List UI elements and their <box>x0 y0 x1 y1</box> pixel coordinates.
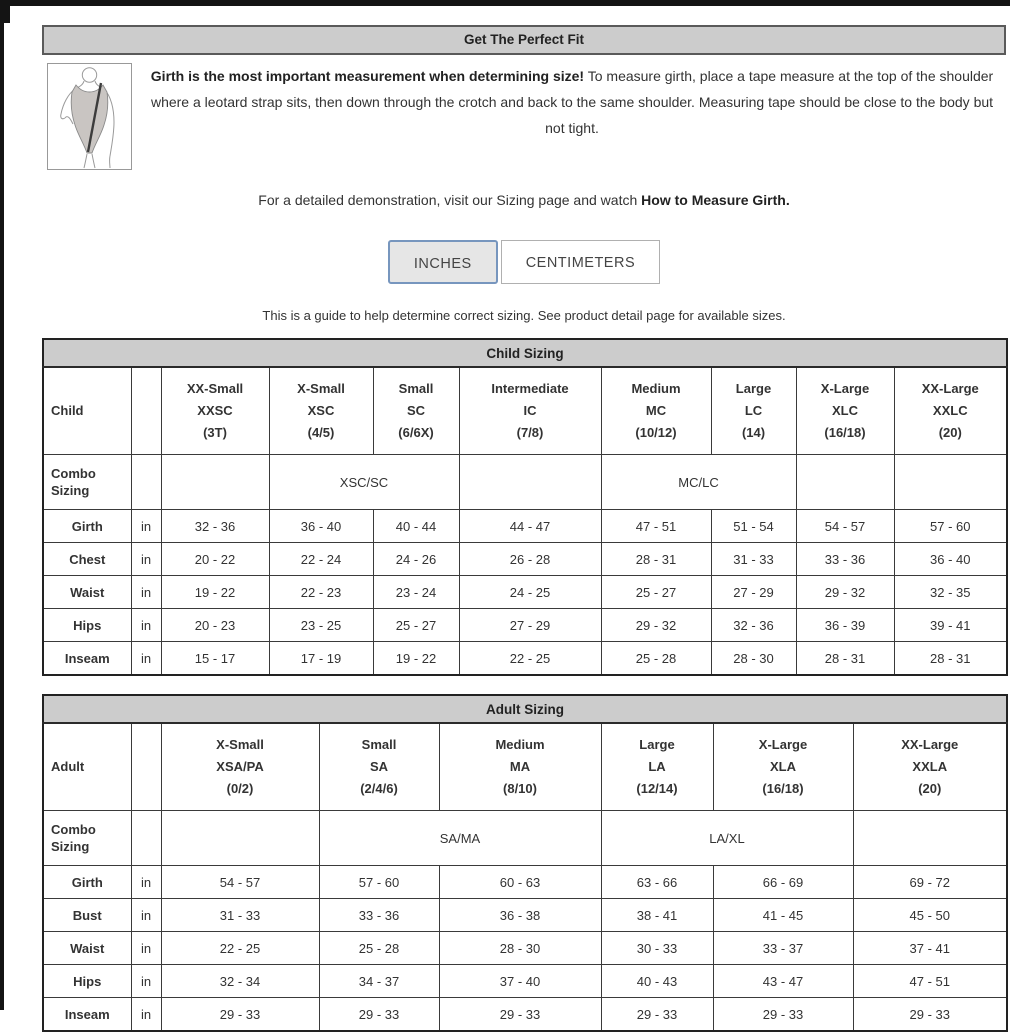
measurement-value-cell: 33 - 36 <box>319 899 439 932</box>
fit-guide-page <box>42 25 1006 1032</box>
measurement-value-cell: 45 - 50 <box>853 899 1007 932</box>
measurement-value-cell: 22 - 24 <box>269 543 373 576</box>
size-column-header: X-Large XLC (16/18) <box>796 367 894 455</box>
measurement-value-cell: 27 - 29 <box>711 576 796 609</box>
measurement-value-cell: 32 - 36 <box>711 609 796 642</box>
demo-line-bold: How to Measure Girth. <box>641 192 790 208</box>
unit-cell: in <box>131 609 161 642</box>
measurement-value-cell: 39 - 41 <box>894 609 1007 642</box>
measurement-value-cell: 32 - 34 <box>161 965 319 998</box>
unit-toggle <box>42 240 1006 284</box>
unit-cell <box>131 455 161 510</box>
measurement-value-cell: 36 - 39 <box>796 609 894 642</box>
unit-header-cell <box>131 367 161 455</box>
combo-sizing-cell: SA/MA <box>319 811 601 866</box>
size-column-header: XX-Small XXSC (3T) <box>161 367 269 455</box>
measurement-value-cell: 27 - 29 <box>459 609 601 642</box>
size-column-header: Small SC (6/6X) <box>373 367 459 455</box>
combo-sizing-cell <box>853 811 1007 866</box>
measurement-value-cell: 66 - 69 <box>713 866 853 899</box>
measurement-value-cell: 26 - 28 <box>459 543 601 576</box>
measurement-value-cell: 28 - 31 <box>894 642 1007 676</box>
measurement-label: Inseam <box>43 998 131 1032</box>
combo-sizing-cell <box>459 455 601 510</box>
measurement-value-cell: 37 - 41 <box>853 932 1007 965</box>
measurement-label: Hips <box>43 609 131 642</box>
leotard-measurement-illustration <box>47 63 132 170</box>
measurement-label: Waist <box>43 932 131 965</box>
girth-intro-section <box>42 63 1006 170</box>
child-row-label: Child <box>43 367 131 455</box>
unit-cell: in <box>131 866 161 899</box>
combo-sizing-cell: XSC/SC <box>269 455 459 510</box>
demo-line-text: For a detailed demonstration, visit our Sizing page and watch <box>258 192 642 208</box>
measurement-value-cell: 44 - 47 <box>459 510 601 543</box>
measurement-value-cell: 41 - 45 <box>713 899 853 932</box>
unit-cell: in <box>131 965 161 998</box>
page-title: Get The Perfect Fit <box>42 25 1006 55</box>
measurement-value-cell: 54 - 57 <box>796 510 894 543</box>
measurement-value-cell: 25 - 27 <box>373 609 459 642</box>
unit-cell: in <box>131 642 161 676</box>
measurement-value-cell: 29 - 33 <box>439 998 601 1032</box>
measurement-label: Girth <box>43 510 131 543</box>
girth-instructions-body: To measure girth, place a tape measure at the top of the shoulder where a leotard strap sits, then down through the crotch and back to the same shoulder. Measuring tape should be close to the body but not tight. <box>150 68 994 136</box>
combo-sizing-cell <box>161 455 269 510</box>
demo-link-line <box>42 192 1006 208</box>
sizing-guide-note: This is a guide to help determine correct sizing. See product detail page for available sizes. <box>262 308 786 323</box>
adult-table-title: Adult Sizing <box>43 695 1007 723</box>
measurement-value-cell: 32 - 36 <box>161 510 269 543</box>
measurement-value-cell: 28 - 30 <box>711 642 796 676</box>
measurement-value-cell: 40 - 43 <box>601 965 713 998</box>
measurement-value-cell: 29 - 33 <box>319 998 439 1032</box>
measurement-value-cell: 22 - 23 <box>269 576 373 609</box>
size-column-header: Medium MA (8/10) <box>439 723 601 811</box>
measurement-value-cell: 31 - 33 <box>161 899 319 932</box>
inches-button[interactable]: INCHES <box>388 240 498 284</box>
measurement-value-cell: 29 - 32 <box>796 576 894 609</box>
measurement-value-cell: 23 - 24 <box>373 576 459 609</box>
measurement-label: Girth <box>43 866 131 899</box>
size-column-header: X-Small XSC (4/5) <box>269 367 373 455</box>
size-column-header: Intermediate IC (7/8) <box>459 367 601 455</box>
combo-sizing-cell: LA/XL <box>601 811 853 866</box>
unit-cell: in <box>131 576 161 609</box>
crop-border-corner <box>0 0 10 23</box>
measurement-value-cell: 19 - 22 <box>373 642 459 676</box>
measurement-value-cell: 20 - 23 <box>161 609 269 642</box>
measurement-value-cell: 22 - 25 <box>459 642 601 676</box>
crop-border-top <box>10 0 1010 6</box>
measurement-value-cell: 60 - 63 <box>439 866 601 899</box>
measurement-value-cell: 28 - 31 <box>796 642 894 676</box>
measurement-value-cell: 47 - 51 <box>601 510 711 543</box>
measurement-value-cell: 38 - 41 <box>601 899 713 932</box>
measurement-label: Bust <box>43 899 131 932</box>
centimeters-button[interactable]: CENTIMETERS <box>501 240 660 284</box>
measurement-value-cell: 51 - 54 <box>711 510 796 543</box>
unit-cell: in <box>131 510 161 543</box>
child-table-title: Child Sizing <box>43 339 1007 367</box>
measurement-value-cell: 29 - 33 <box>713 998 853 1032</box>
combo-sizing-cell <box>161 811 319 866</box>
size-column-header: XX-Large XXLA (20) <box>853 723 1007 811</box>
measurement-value-cell: 20 - 22 <box>161 543 269 576</box>
measurement-value-cell: 29 - 33 <box>853 998 1007 1032</box>
unit-cell: in <box>131 899 161 932</box>
measurement-value-cell: 36 - 40 <box>269 510 373 543</box>
crop-border-left <box>0 0 4 1010</box>
measurement-value-cell: 34 - 37 <box>319 965 439 998</box>
measurement-value-cell: 69 - 72 <box>853 866 1007 899</box>
measurement-value-cell: 17 - 19 <box>269 642 373 676</box>
size-column-header: Small SA (2/4/6) <box>319 723 439 811</box>
adult-row-label: Adult <box>43 723 131 811</box>
leotard-girth-icon <box>48 64 131 169</box>
measurement-value-cell: 19 - 22 <box>161 576 269 609</box>
measurement-value-cell: 24 - 25 <box>459 576 601 609</box>
unit-cell: in <box>131 543 161 576</box>
size-column-header: Large LC (14) <box>711 367 796 455</box>
unit-cell: in <box>131 998 161 1032</box>
measurement-value-cell: 25 - 28 <box>319 932 439 965</box>
size-column-header: XX-Large XXLC (20) <box>894 367 1007 455</box>
adult-sizing-table <box>42 694 1008 1032</box>
measurement-value-cell: 31 - 33 <box>711 543 796 576</box>
unit-cell <box>131 811 161 866</box>
girth-instructions-lead: Girth is the most important measurement when determining size! <box>150 68 585 84</box>
measurement-value-cell: 37 - 40 <box>439 965 601 998</box>
size-column-header: Medium MC (10/12) <box>601 367 711 455</box>
measurement-value-cell: 40 - 44 <box>373 510 459 543</box>
unit-cell: in <box>131 932 161 965</box>
measurement-value-cell: 15 - 17 <box>161 642 269 676</box>
unit-header-cell <box>131 723 161 811</box>
measurement-value-cell: 36 - 40 <box>894 543 1007 576</box>
measurement-value-cell: 33 - 36 <box>796 543 894 576</box>
size-column-header: Large LA (12/14) <box>601 723 713 811</box>
measurement-value-cell: 32 - 35 <box>894 576 1007 609</box>
size-column-header: X-Small XSA/PA (0/2) <box>161 723 319 811</box>
measurement-value-cell: 23 - 25 <box>269 609 373 642</box>
measurement-value-cell: 25 - 27 <box>601 576 711 609</box>
measurement-value-cell: 57 - 60 <box>894 510 1007 543</box>
measurement-value-cell: 28 - 30 <box>439 932 601 965</box>
size-column-header: X-Large XLA (16/18) <box>713 723 853 811</box>
measurement-value-cell: 47 - 51 <box>853 965 1007 998</box>
measurement-label: Chest <box>43 543 131 576</box>
measurement-value-cell: 24 - 26 <box>373 543 459 576</box>
measurement-value-cell: 29 - 33 <box>161 998 319 1032</box>
measurement-label: Waist <box>43 576 131 609</box>
measurement-value-cell: 36 - 38 <box>439 899 601 932</box>
combo-sizing-cell: MC/LC <box>601 455 796 510</box>
measurement-label: Hips <box>43 965 131 998</box>
combo-sizing-cell <box>796 455 894 510</box>
measurement-value-cell: 54 - 57 <box>161 866 319 899</box>
measurement-label: Inseam <box>43 642 131 676</box>
child-sizing-table <box>42 338 1008 676</box>
child-combo-label: Combo Sizing <box>43 455 131 510</box>
measurement-value-cell: 33 - 37 <box>713 932 853 965</box>
measurement-value-cell: 29 - 32 <box>601 609 711 642</box>
measurement-value-cell: 29 - 33 <box>601 998 713 1032</box>
measurement-value-cell: 57 - 60 <box>319 866 439 899</box>
measurement-value-cell: 43 - 47 <box>713 965 853 998</box>
measurement-value-cell: 28 - 31 <box>601 543 711 576</box>
measurement-value-cell: 63 - 66 <box>601 866 713 899</box>
adult-combo-label: Combo Sizing <box>43 811 131 866</box>
measurement-value-cell: 25 - 28 <box>601 642 711 676</box>
measurement-value-cell: 22 - 25 <box>161 932 319 965</box>
measurement-value-cell: 30 - 33 <box>601 932 713 965</box>
combo-sizing-cell <box>894 455 1007 510</box>
girth-instructions <box>132 63 1006 170</box>
